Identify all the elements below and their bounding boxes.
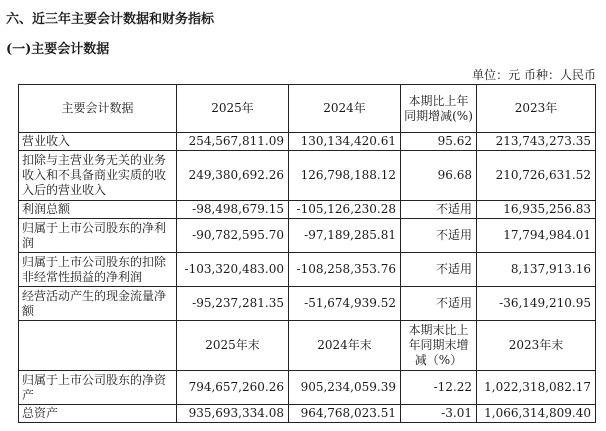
value-2024: -105,126,230.28 [289, 201, 401, 219]
value-change: 95.62 [401, 133, 477, 151]
row-label: 归属于上市公司股东的净资产 [19, 371, 177, 405]
value-2024: 130,134,420.61 [289, 133, 401, 151]
section-title: 六、近三年主要会计数据和财务指标 [6, 12, 215, 27]
table-row [19, 287, 596, 321]
header-item: 主要会计数据 [19, 85, 177, 133]
value-2024: -108,258,353.76 [289, 253, 401, 287]
value-2023: 1,022,318,082.17 [477, 371, 596, 405]
table-row [19, 371, 596, 405]
value-change: 不适用 [401, 201, 477, 219]
value-2023: 210,726,631.52 [477, 151, 596, 201]
row-label: 利润总额 [19, 201, 177, 219]
value-change: 96.68 [401, 151, 477, 201]
row-label: 归属于上市公司股东的扣除非经常性损益的净利润 [19, 253, 177, 287]
value-2025: 794,657,260.26 [177, 371, 289, 405]
table-row [19, 201, 596, 219]
row-label: 总资产 [19, 405, 177, 423]
value-2025: 249,380,692.26 [177, 151, 289, 201]
value-2025: 254,567,811.09 [177, 133, 289, 151]
unit-currency-note: 单位：元 币种：人民币 [472, 68, 596, 82]
value-2025: -103,320,483.00 [177, 253, 289, 287]
header-change: 本期比上年同期增减(%) [401, 85, 477, 133]
value-2023: 16,935,256.83 [477, 201, 596, 219]
value-2024: 905,234,059.39 [289, 371, 401, 405]
value-2024: -97,189,285.81 [289, 219, 401, 253]
header-2023-end: 2023年末 [477, 321, 596, 371]
header-2024: 2024年 [289, 85, 401, 133]
header-2025-end: 2025年末 [177, 321, 289, 371]
value-2024: -51,674,939.52 [289, 287, 401, 321]
table-row [19, 133, 596, 151]
table-row [19, 151, 596, 201]
value-2024: 126,798,188.12 [289, 151, 401, 201]
value-2023: 1,066,314,809.40 [477, 405, 596, 423]
value-change: -3.01 [401, 405, 477, 423]
value-change: 不适用 [401, 253, 477, 287]
header-item [19, 321, 177, 371]
subsection-title: (一)主要会计数据 [6, 42, 110, 57]
value-2025: -90,782,595.70 [177, 219, 289, 253]
header-2025: 2025年 [177, 85, 289, 133]
table-header-row [19, 85, 596, 133]
accounting-data-table [18, 84, 596, 423]
value-2023: 213,743,273.35 [477, 133, 596, 151]
row-label: 经营活动产生的现金流量净额 [19, 287, 177, 321]
table-row [19, 219, 596, 253]
row-label: 归属于上市公司股东的净利润 [19, 219, 177, 253]
value-2024: 964,768,023.51 [289, 405, 401, 423]
table-header-row [19, 321, 596, 371]
value-change: -12.22 [401, 371, 477, 405]
value-2023: -36,149,210.95 [477, 287, 596, 321]
value-2025: -95,237,281.35 [177, 287, 289, 321]
header-2024-end: 2024年末 [289, 321, 401, 371]
row-label: 营业收入 [19, 133, 177, 151]
header-change-end: 本期末比上年同期末增减（%） [401, 321, 477, 371]
value-change: 不适用 [401, 287, 477, 321]
header-2023: 2023年 [477, 85, 596, 133]
value-2023: 17,794,984.01 [477, 219, 596, 253]
value-2025: -98,498,679.15 [177, 201, 289, 219]
row-label: 扣除与主营业务无关的业务收入和不具备商业实质的收入后的营业收入 [19, 151, 177, 201]
value-2025: 935,693,334.08 [177, 405, 289, 423]
table-row [19, 405, 596, 423]
value-2023: 8,137,913.16 [477, 253, 596, 287]
table-row [19, 253, 596, 287]
value-change: 不适用 [401, 219, 477, 253]
